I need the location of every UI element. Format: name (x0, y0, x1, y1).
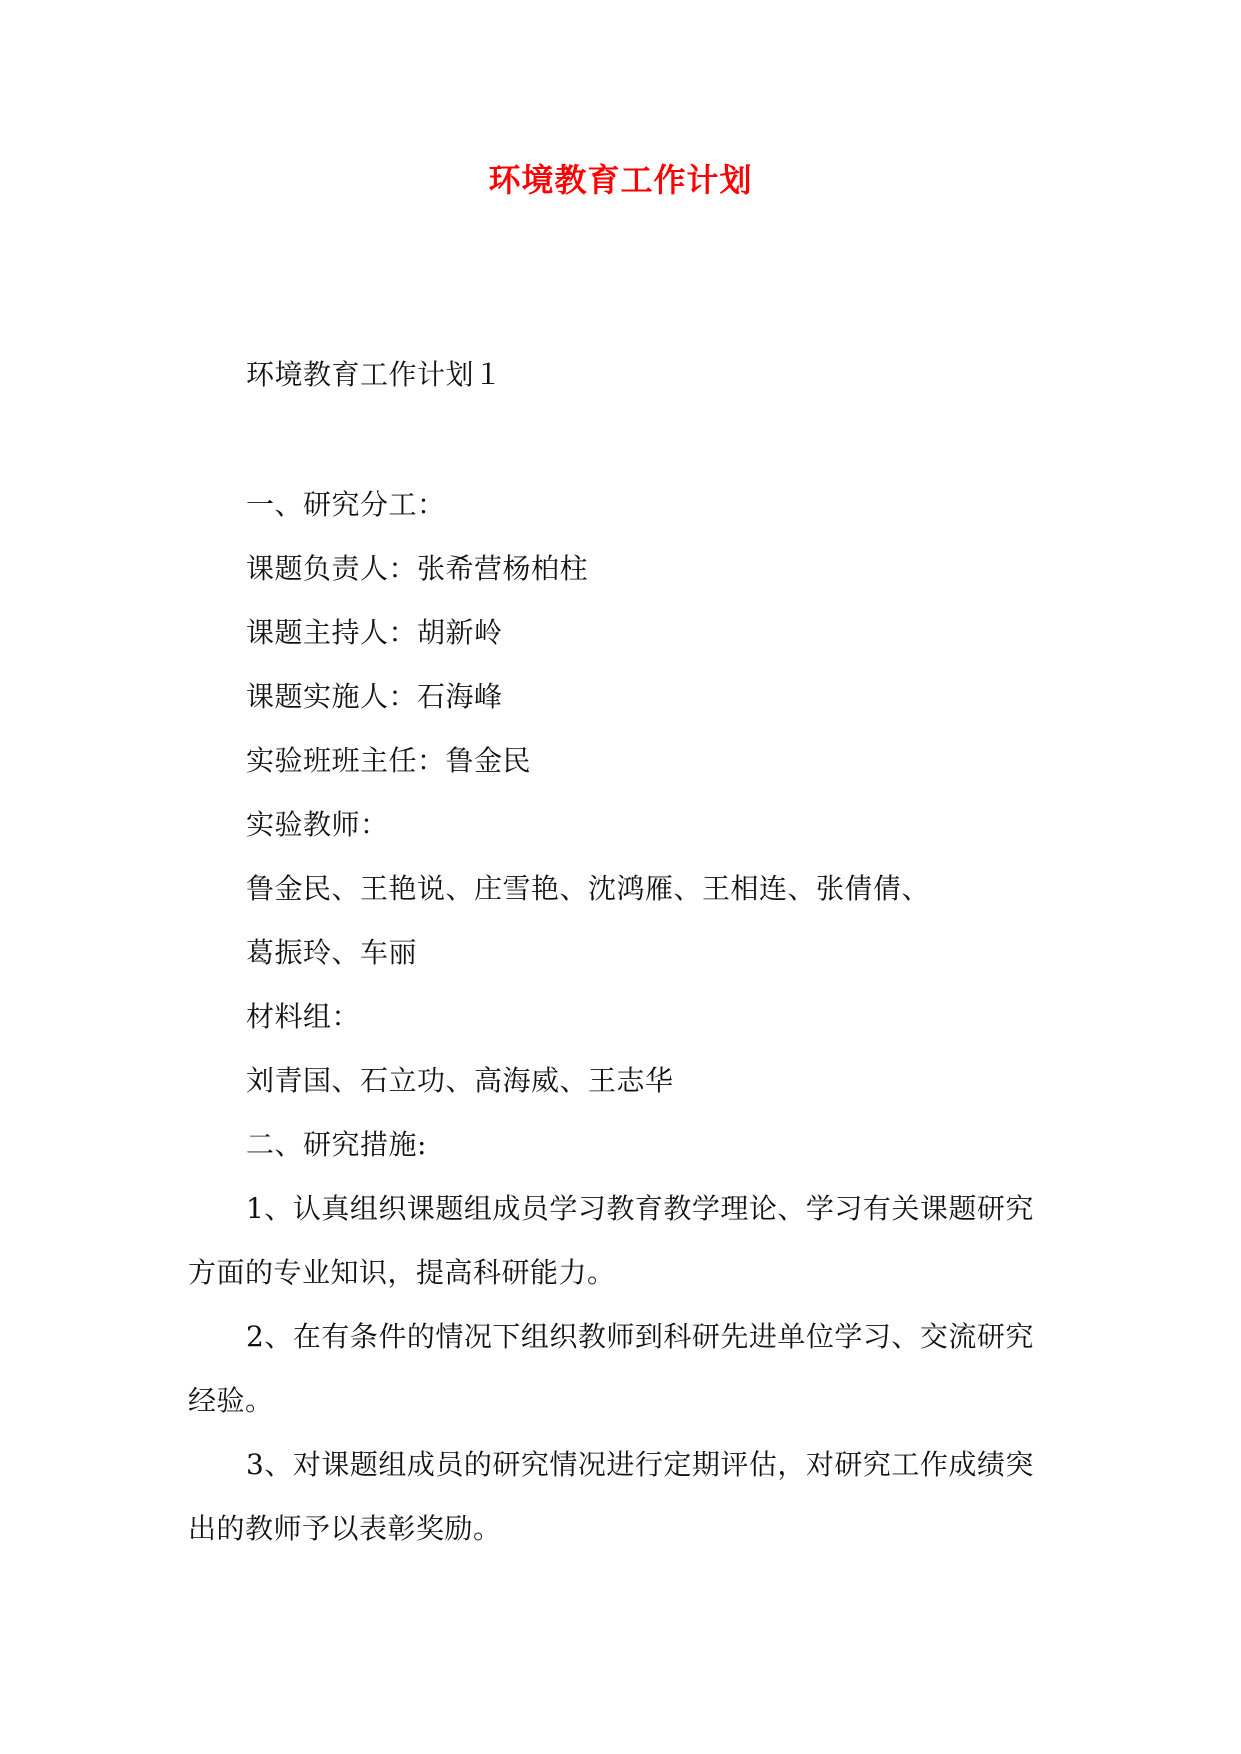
class-teacher-line: 实验班班主任：鲁金民 (246, 744, 532, 777)
experiment-teachers-names-2: 葛振玲、车丽 (246, 936, 418, 969)
measure-2-line-1: 2、在有条件的情况下组织教师到科研先进单位学习、交流研究 (246, 1320, 1034, 1353)
section-heading-division: 一、研究分工： (246, 488, 446, 521)
measure-3-line-2: 出的教师予以表彰奖励。 (188, 1512, 502, 1545)
project-leader-line: 课题负责人：张希营杨柏柱 (246, 552, 589, 585)
measure-3-line-1: 3、对课题组成员的研究情况进行定期评估，对研究工作成绩突 (246, 1448, 1034, 1481)
section-heading-measures: 二、研究措施: (246, 1128, 427, 1161)
document-title: 环境教育工作计划 (488, 161, 753, 199)
measure-2-line-2: 经验。 (188, 1384, 274, 1417)
measure-1-line-2: 方面的专业知识，提高科研能力。 (188, 1256, 616, 1289)
measure-1-line-1: 1、认真组织课题组成员学习教育教学理论、学习有关课题研究 (246, 1192, 1034, 1225)
plan-subtitle: 环境教育工作计划１ (246, 358, 503, 391)
project-implementer-line: 课题实施人：石海峰 (246, 680, 503, 713)
materials-group-names: 刘青国、石立功、高海威、王志华 (246, 1064, 674, 1097)
experiment-teachers-label: 实验教师： (246, 808, 389, 841)
project-host-line: 课题主持人：胡新岭 (246, 616, 503, 649)
materials-group-label: 材料组： (246, 1000, 361, 1033)
experiment-teachers-names-1: 鲁金民、王艳说、庄雪艳、沈鸿雁、王相连、张倩倩、 (246, 872, 931, 905)
